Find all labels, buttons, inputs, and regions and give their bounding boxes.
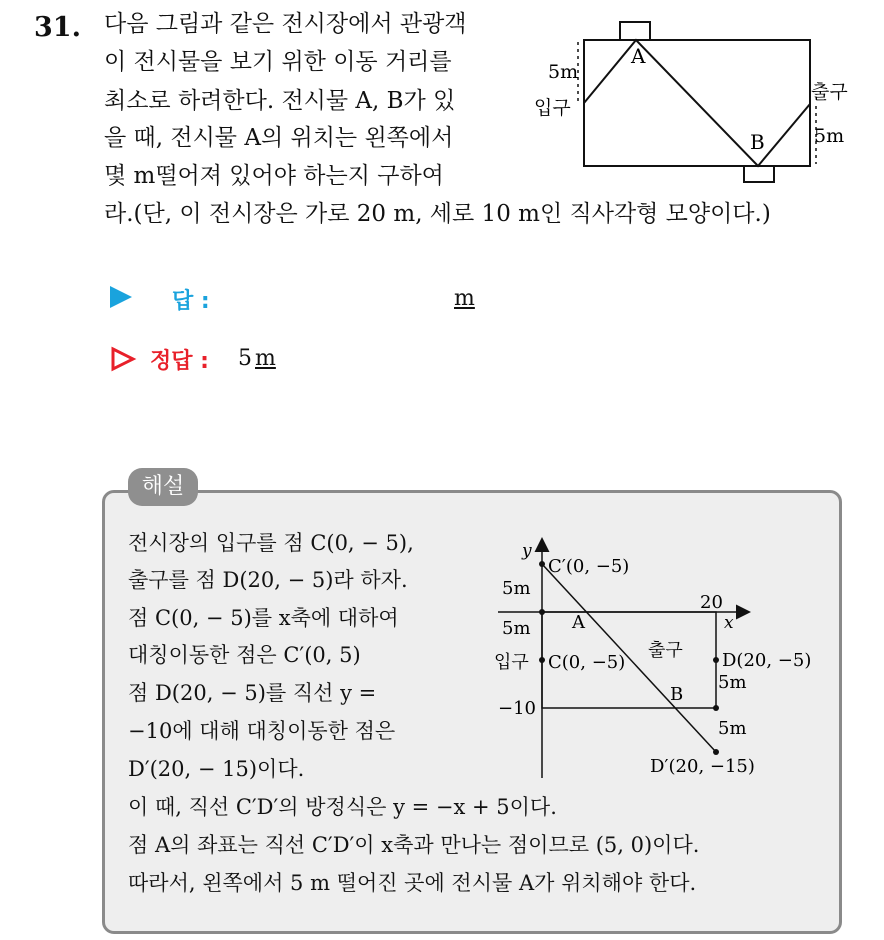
label-minus-10: −10 (498, 698, 536, 719)
label-entrance: 입구 (494, 652, 529, 673)
solution-line-1: 전시장의 입구를 점 C(0, − 5), (128, 531, 414, 555)
answer-label: 답 : (172, 289, 210, 314)
answer-unit: m (454, 286, 475, 311)
label-5m-left: 5m (548, 61, 579, 83)
label-5m-a: 5m (502, 578, 531, 599)
correct-value (238, 346, 276, 371)
solution-line-9: 점 A의 좌표는 직선 C′D′이 x축과 만나는 점이므로 (5, 0)이다. (128, 833, 700, 857)
solution-line-5: 점 D(20, − 5)를 직선 y = (128, 681, 377, 705)
x-axis-label: x (724, 613, 734, 633)
exhibition-hall-figure (528, 18, 864, 188)
label-b: B (670, 684, 684, 705)
path-line (584, 40, 810, 166)
question-line-1: 다음 그림과 같은 전시장에서 관광객 (104, 11, 467, 37)
question-line-3: 최소로 하려한다. 전시물 A, B가 있 (104, 88, 456, 114)
solution-line-4: 대칭이동한 점은 C′(0, 5) (128, 643, 361, 667)
c-label: C(0, −5) (548, 652, 626, 673)
y-axis-label: y (522, 541, 532, 561)
correct-number: 5 (238, 346, 252, 371)
question-line-6: 라.(단, 이 전시장은 가로 20 m, 세로 10 m인 직사각형 모양이다.) (104, 201, 771, 227)
point-c (539, 657, 545, 663)
label-a: A (631, 44, 646, 68)
answer-row (110, 284, 132, 309)
point-d (713, 657, 719, 663)
d-prime-label: D′(20, −15) (650, 756, 755, 777)
solution-line-8: 이 때, 직선 C′D′의 방정식은 y = −x + 5이다. (128, 795, 557, 819)
label-5m-d: 5m (718, 718, 747, 739)
question-number: 31. (34, 12, 81, 43)
question-line-5: 몇 m떨어져 있어야 하는지 구하여 (104, 163, 444, 189)
solution-line-6: −10에 대해 대칭이동한 점은 (128, 719, 396, 743)
solution-line-7: D′(20, − 15)이다. (128, 757, 305, 781)
point-b-corner (713, 705, 719, 711)
correct-label: 정답 : (150, 349, 209, 374)
c-prime-label: C′(0, −5) (548, 556, 630, 577)
label-entrance: 입구 (534, 97, 571, 119)
label-exit: 출구 (648, 640, 683, 661)
label-b: B (750, 130, 765, 154)
point-d-prime (713, 749, 719, 755)
point-c-prime (539, 561, 545, 567)
label-20: 20 (700, 592, 723, 613)
label-5m-b: 5m (502, 618, 531, 639)
label-a: A (572, 612, 585, 633)
coordinate-diagram (492, 536, 812, 782)
d-label: D(20, −5) (722, 650, 812, 671)
correct-unit: m (255, 346, 276, 371)
exhibit-b-box (744, 166, 774, 182)
question-line-2: 이 전시물을 보기 위한 이동 거리를 (104, 49, 452, 75)
label-5m-right: 5m (814, 125, 845, 147)
solution-line-3: 점 C(0, − 5)를 x축에 대하여 (128, 606, 399, 630)
label-exit: 출구 (811, 81, 848, 103)
point-origin (539, 609, 545, 615)
solution-line-2: 출구를 점 D(20, − 5)라 하자. (128, 568, 408, 592)
outline-arrow-icon (110, 346, 136, 372)
exhibit-a-box (620, 22, 650, 40)
solution-tag: 해설 (128, 468, 198, 506)
play-arrow-icon (110, 286, 132, 308)
question-line-4: 을 때, 전시물 A의 위치는 왼쪽에서 (104, 125, 454, 151)
label-5m-c: 5m (718, 672, 747, 693)
solution-line-10: 따라서, 왼쪽에서 5 m 떨어진 곳에 전시물 A가 위치해야 한다. (128, 871, 697, 895)
